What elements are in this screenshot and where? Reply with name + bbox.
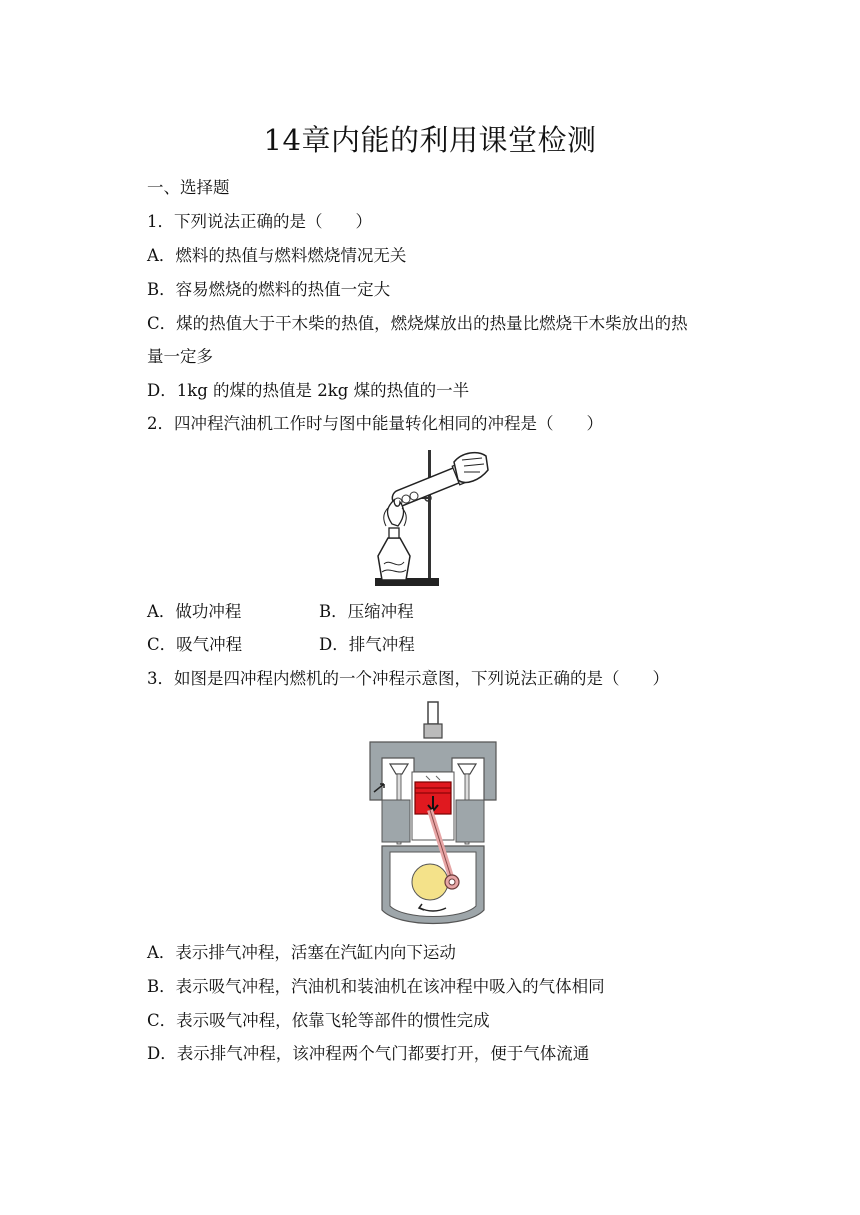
q1-option-c: C．煤的热值大于干木柴的热值，燃烧煤放出的热量比燃烧干木柴放出的热 (147, 314, 688, 333)
q1-option-d: D．1kg 的煤的热值是 2kg 煤的热值的一半 (147, 381, 470, 400)
q2-option-c: C．吸气冲程 (147, 635, 243, 654)
q3-option-d: D．表示排气冲程，该冲程两个气门都要打开，便于气体流通 (147, 1044, 590, 1063)
q3-stem: 3．如图是四冲程内燃机的一个冲程示意图，下列说法正确的是（ ） (147, 669, 669, 688)
q2-options-row-1 (147, 601, 414, 623)
q2-option-b: B．压缩冲程 (319, 602, 414, 621)
q2-options-row-2 (147, 634, 415, 656)
q2-stem: 2．四冲程汽油机工作时与图中能量转化相同的冲程是（ ） (147, 414, 603, 433)
q1-option-a: A．燃料的热值与燃料燃烧情况无关 (147, 246, 407, 265)
q3-option-c: C．表示吸气冲程，依靠飞轮等部件的惯性完成 (147, 1011, 490, 1030)
test-tube-experiment-figure (370, 446, 492, 591)
section-heading: 一、选择题 (147, 178, 230, 197)
page-title: 14章内能的利用课堂检测 (263, 123, 597, 157)
q1-option-c-cont: 量一定多 (147, 347, 213, 366)
q1-option-b: B．容易燃烧的燃料的热值一定大 (147, 280, 391, 299)
q1-stem: 1．下列说法正确的是（ ） (147, 212, 372, 231)
q2-option-d: D．排气冲程 (319, 635, 415, 654)
q3-option-b: B．表示吸气冲程，汽油机和装油机在该冲程中吸入的气体相同 (147, 977, 605, 996)
q2-option-a: A．做功冲程 (147, 602, 242, 621)
q3-option-a: A．表示排气冲程，活塞在汽缸内向下运动 (147, 943, 456, 962)
engine-stroke-diagram (368, 700, 498, 932)
